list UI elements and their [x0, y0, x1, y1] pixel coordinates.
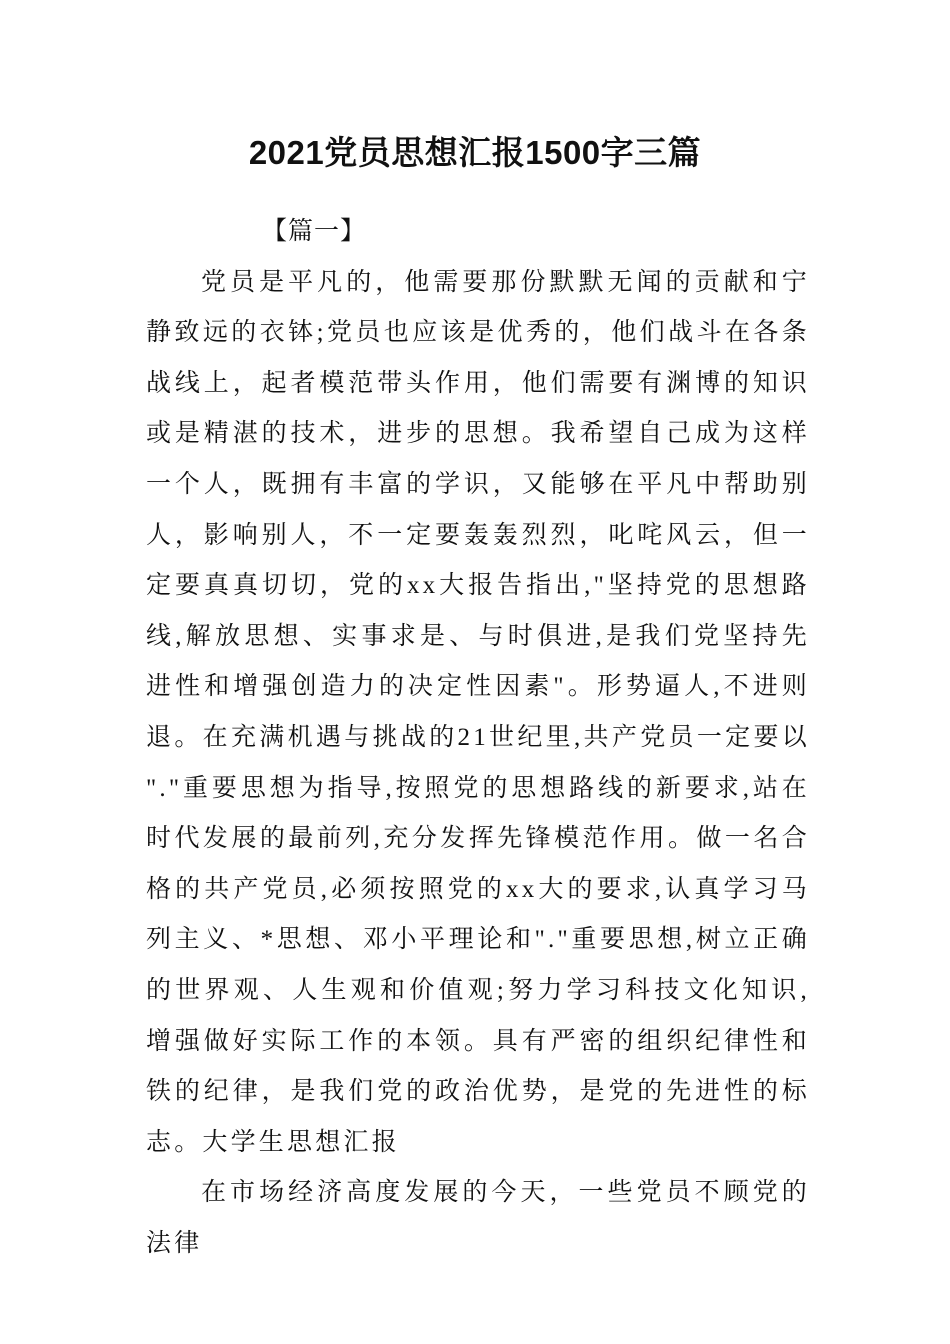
- section-label: 【篇一】: [262, 218, 367, 245]
- document-body: [146, 207, 810, 1269]
- body-paragraph-2: 在市场经济高度发展的今天，一些党员不顾党的法律: [146, 1179, 810, 1257]
- body-paragraph-1: 党员是平凡的，他需要那份默默无闻的贡献和宁静致远的衣钵;党员也应该是优秀的，他们战斗在各条战线上，起者模范带头作用，他们需要有渊博的知识或是精湛的技术，进步的思想。我希望自己成为这样一个人，既拥有丰富的学识，又能够在平凡中帮助别人，影响别人，不一定要轰轰烈烈，叱咤风云，但一定要真真切切，党的xx大报告指出,"坚持党的思想路线,解放思想、实事求是、与时俱进,是我们党坚持先进性和增强创造力的决定性因素"。形势逼人,不进则退。在充满机遇与挑战的21世纪里,共产党员一定要以"."重要思想为指导,按照党的思想路线的新要求,站在时代发展的最前列,充分发挥先锋模范作用。做一名合格的共产党员,必须按照党的xx大的要求,认真学习马列主义、*思想、邓小平理论和"."重要思想,树立正确的世界观、人生观和价值观;努力学习科技文化知识,增强做好实际工作的本领。具有严密的组织纪律性和铁的纪律，是我们党的政治优势，是党的先进性的标志。大学生思想汇报: [146, 268, 810, 1156]
- document-title: 2021党员思想汇报1500字三篇: [248, 134, 702, 171]
